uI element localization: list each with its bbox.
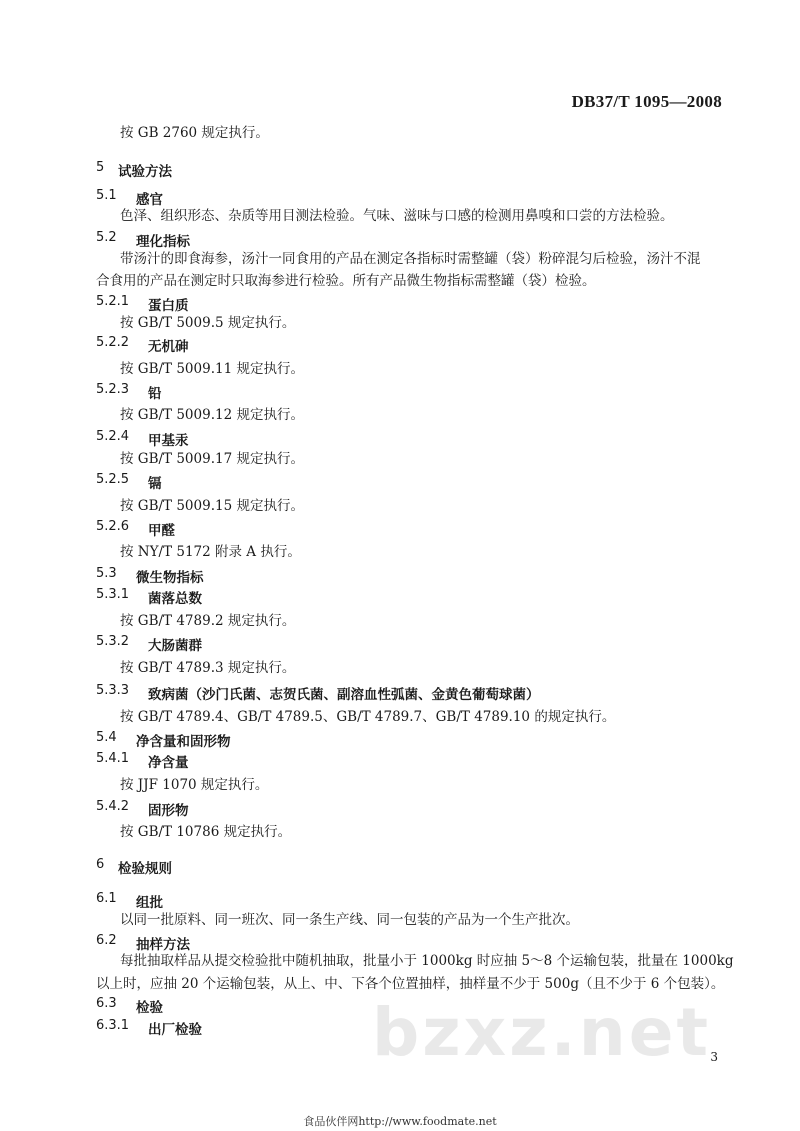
section-5-2-2-text: 按 GB/T 5009.11 规定执行。: [120, 361, 304, 377]
section-5-3-3-title: 致病菌（沙门氏菌、志贺氏菌、副溶血性弧菌、金黄色葡萄球菌）: [148, 687, 540, 703]
section-5-1-number: 5.1: [96, 188, 117, 203]
section-6-title: 检验规则: [118, 861, 172, 877]
section-5-4-number: 5.4: [96, 730, 117, 745]
section-6-1-number: 6.1: [96, 891, 117, 906]
section-6-3-number: 6.3: [96, 996, 117, 1011]
section-6-2-title: 抽样方法: [136, 937, 190, 953]
section-5-4-2-number: 5.4.2: [96, 799, 130, 814]
section-5-2-5-text: 按 GB/T 5009.15 规定执行。: [120, 498, 304, 514]
section-6-2-number: 6.2: [96, 933, 117, 948]
section-5-2-4-text: 按 GB/T 5009.17 规定执行。: [120, 451, 304, 467]
section-5-2-2-number: 5.2.2: [96, 335, 130, 350]
section-5-2-number: 5.2: [96, 230, 117, 245]
section-5-2-1-title: 蛋白质: [148, 298, 189, 314]
section-5-3-1-number: 5.3.1: [96, 587, 130, 602]
section-6-3-1-number: 6.3.1: [96, 1018, 130, 1033]
section-5-2-3-number: 5.2.3: [96, 382, 130, 397]
section-6-1-text: 以同一批原料、同一班次、同一条生产线、同一包装的产品为一个生产批次。: [120, 912, 579, 928]
page-number: 3: [710, 1050, 718, 1064]
section-5-2-1-number: 5.2.1: [96, 294, 130, 309]
section-5-2-2-title: 无机砷: [148, 339, 189, 355]
section-5-4-1-title: 净含量: [148, 755, 189, 771]
section-5-4-2-text: 按 GB/T 10786 规定执行。: [120, 824, 292, 840]
section-5-2-4-number: 5.2.4: [96, 429, 130, 444]
section-5-2-3-text: 按 GB/T 5009.12 规定执行。: [120, 407, 304, 423]
section-5-3-number: 5.3: [96, 566, 117, 581]
section-5-2-4-title: 甲基汞: [148, 433, 189, 449]
section-5-3-2-number: 5.3.2: [96, 634, 130, 649]
section-6-2-text-line2: 以上时，应抽 20 个运输包装，从上、中、下各个位置抽样，抽样量不少于 500g（且不少于 6 个包装）。: [96, 976, 725, 992]
section-5-title: 试验方法: [118, 164, 172, 180]
section-5-3-2-title: 大肠菌群: [148, 638, 202, 654]
section-5-3-1-title: 菌落总数: [148, 591, 202, 607]
section-5-2-5-number: 5.2.5: [96, 472, 130, 487]
continuation-text: 按 GB 2760 规定执行。: [120, 125, 269, 141]
section-5-2-text-line1: 带汤汁的即食海参，汤汁一同食用的产品在测定各指标时需整罐（袋）粉碎混匀后检验，汤汁不混: [120, 251, 701, 267]
section-5-2-5-title: 镉: [148, 476, 162, 492]
section-5-3-3-number: 5.3.3: [96, 683, 130, 698]
footer-source: 食品伙伴网http://www.foodmate.net: [303, 1115, 497, 1128]
section-5-2-6-title: 甲醛: [148, 523, 175, 539]
section-5-3-title: 微生物指标: [136, 570, 204, 586]
section-6-3-title: 检验: [136, 1000, 163, 1016]
section-5-1-title: 感官: [136, 192, 163, 208]
section-5-number: 5: [96, 160, 105, 175]
section-5-1-text: 色泽、组织形态、杂质等用目测法检验。气味、滋味与口感的检测用鼻嗅和口尝的方法检验。: [120, 208, 674, 224]
section-5-2-6-text: 按 NY/T 5172 附录 A 执行。: [120, 544, 301, 560]
section-5-3-2-text: 按 GB/T 4789.3 规定执行。: [120, 660, 296, 676]
section-5-2-1-text: 按 GB/T 5009.5 规定执行。: [120, 315, 296, 331]
section-6-2-text-line1: 每批抽取样品从提交检验批中随机抽取，批量小于 1000kg 时应抽 5～8 个运输包装，批量在 1000kg: [120, 953, 734, 969]
section-6-number: 6: [96, 857, 105, 872]
section-5-4-1-text: 按 JJF 1070 规定执行。: [120, 777, 269, 793]
section-5-2-3-title: 铅: [148, 386, 162, 402]
section-5-3-3-text: 按 GB/T 4789.4、GB/T 4789.5、GB/T 4789.7、GB/T 4789.10 的规定执行。: [120, 709, 616, 725]
watermark: bzxz.net: [372, 994, 712, 1071]
section-5-2-title: 理化指标: [136, 234, 190, 250]
section-5-3-1-text: 按 GB/T 4789.2 规定执行。: [120, 613, 296, 629]
section-5-4-1-number: 5.4.1: [96, 751, 130, 766]
section-6-1-title: 组批: [136, 895, 163, 911]
section-6-3-1-title: 出厂检验: [148, 1022, 202, 1038]
section-5-4-title: 净含量和固形物: [136, 734, 231, 750]
section-5-2-6-number: 5.2.6: [96, 519, 130, 534]
section-5-2-text-line2: 合食用的产品在测定时只取海参进行检验。所有产品微生物指标需整罐（袋）检验。: [96, 273, 596, 289]
section-5-4-2-title: 固形物: [148, 803, 189, 819]
document-code: DB37/T 1095—2008: [571, 92, 722, 111]
